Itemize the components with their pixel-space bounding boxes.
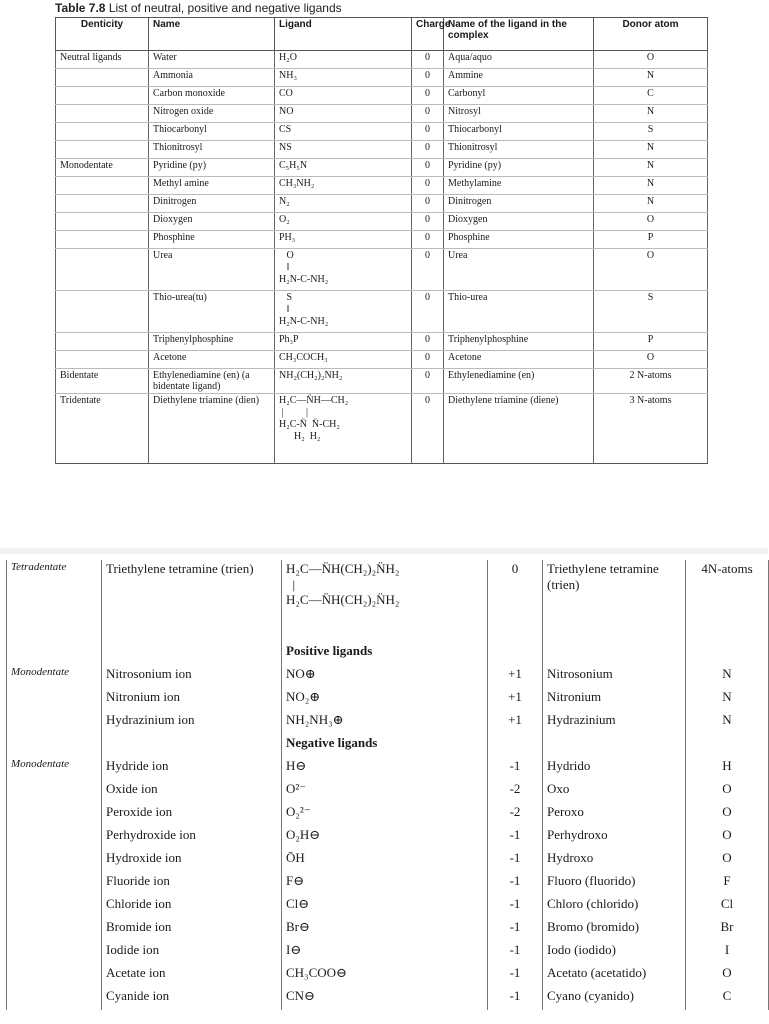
cell-cname: Cyano (cyanido) [543, 987, 686, 1010]
cell-donor: S [594, 291, 708, 333]
table-row [56, 159, 708, 177]
ligands-table-part1 [55, 17, 708, 464]
cell-donor: S [594, 123, 708, 141]
cell-lig: O₂H⊖ [282, 826, 488, 849]
cell-cname: Dinitrogen [444, 195, 594, 213]
cell-den [56, 249, 149, 291]
cell-donor: O [594, 249, 708, 291]
cell-den [56, 291, 149, 333]
cell-lig: CH₃COCH₃ [275, 351, 412, 369]
cell-cname: Iodo (iodido) [543, 941, 686, 964]
cell-chg: 0 [412, 333, 444, 351]
cell-donor: O [594, 213, 708, 231]
table-row [7, 688, 769, 711]
cell-chg: -1 [488, 987, 543, 1010]
cell-cname: Nitrosyl [444, 105, 594, 123]
cell-chg: 0 [412, 351, 444, 369]
cell-chg: -1 [488, 872, 543, 895]
cell-donor: O [686, 964, 769, 987]
table-header-row [56, 18, 708, 51]
cell-den [7, 941, 102, 964]
cell-name: Dinitrogen [149, 195, 275, 213]
cell-chg: 0 [412, 213, 444, 231]
cell-donor: 4N-atoms [686, 560, 769, 642]
cell-den [7, 987, 102, 1010]
empty-cell [488, 734, 543, 757]
cell-cname: Chloro (chlorido) [543, 895, 686, 918]
cell-lig: Cl⊖ [282, 895, 488, 918]
cell-cname: Nitronium [543, 688, 686, 711]
cell-name: Dioxygen [149, 213, 275, 231]
header-complex-name: Name of the ligand in the complex [444, 18, 594, 51]
cell-cname: Diethylene triamine (diene) [444, 394, 594, 464]
cell-name: Triethylene tetramine (trien) [102, 560, 282, 642]
table-row [7, 757, 769, 780]
table-row [7, 560, 769, 642]
cell-chg: 0 [412, 87, 444, 105]
table-row [56, 333, 708, 351]
cell-chg: -1 [488, 826, 543, 849]
cell-donor: O [686, 826, 769, 849]
table-row [7, 964, 769, 987]
cell-cname: Pyridine (py) [444, 159, 594, 177]
cell-chg: 0 [412, 369, 444, 394]
cell-donor: Cl [686, 895, 769, 918]
cell-name: Nitrogen oxide [149, 105, 275, 123]
cell-lig: C₅H₅N [275, 159, 412, 177]
cell-chg: 0 [412, 105, 444, 123]
cell-lig: CN⊖ [282, 987, 488, 1010]
cell-name: Nitronium ion [102, 688, 282, 711]
cell-lig: I⊖ [282, 941, 488, 964]
cell-name: Pyridine (py) [149, 159, 275, 177]
cell-chg: 0 [412, 69, 444, 87]
cell-den [7, 872, 102, 895]
cell-name: Urea [149, 249, 275, 291]
cell-donor: O [686, 780, 769, 803]
cell-donor: N [686, 711, 769, 734]
cell-lig: H₂O [275, 51, 412, 69]
cell-cname: Ethylenediamine (en) [444, 369, 594, 394]
cell-donor: O [686, 849, 769, 872]
cell-chg: -2 [488, 780, 543, 803]
cell-chg: 0 [412, 123, 444, 141]
cell-lig: O²⁻ [282, 780, 488, 803]
cell-lig: Ph₃P [275, 333, 412, 351]
table-row [7, 941, 769, 964]
cell-lig: O₂²⁻ [282, 803, 488, 826]
table-number: Table 7.8 [55, 1, 106, 15]
cell-donor: F [686, 872, 769, 895]
cell-den [56, 213, 149, 231]
ligands-table-part2 [6, 560, 769, 1010]
cell-cname: Thio-urea [444, 291, 594, 333]
cell-den [7, 803, 102, 826]
cell-den [56, 195, 149, 213]
cell-den: Bidentate [56, 369, 149, 394]
section-heading: Negative ligands [282, 734, 488, 757]
cell-donor: O [594, 51, 708, 69]
empty-cell [488, 642, 543, 665]
table-row [7, 711, 769, 734]
cell-lig: S ‖ H₂N-C-NH₂ [275, 291, 412, 333]
cell-lig: PH₃ [275, 231, 412, 249]
cell-den [7, 964, 102, 987]
table-caption [55, 1, 342, 15]
cell-cname: Aqua/aquo [444, 51, 594, 69]
cell-chg: -1 [488, 918, 543, 941]
cell-chg: +1 [488, 711, 543, 734]
cell-name: Phosphine [149, 231, 275, 249]
table-row [56, 195, 708, 213]
cell-lig: O₂ [275, 213, 412, 231]
cell-donor: I [686, 941, 769, 964]
cell-name: Methyl amine [149, 177, 275, 195]
table-row [56, 69, 708, 87]
cell-cname: Dioxygen [444, 213, 594, 231]
cell-chg: 0 [412, 51, 444, 69]
cell-lig: NO [275, 105, 412, 123]
cell-lig: NH₂(CH₂)₂NH₂ [275, 369, 412, 394]
cell-den [56, 333, 149, 351]
cell-lig: NH₂NH₃⊕ [282, 711, 488, 734]
cell-name: Triphenylphosphine [149, 333, 275, 351]
cell-donor: O [594, 351, 708, 369]
cell-cname: Hydrido [543, 757, 686, 780]
cell-name: Hydroxide ion [102, 849, 282, 872]
cell-name: Diethylene triamine (dien) [149, 394, 275, 464]
page-gap [0, 548, 768, 554]
cell-lig: H₂C—N̈H—CH₂ | | H₂C-N̈ N̈-CH₂ H₂ H₂ [275, 394, 412, 464]
cell-den [56, 105, 149, 123]
table-row [56, 394, 708, 464]
header-donor-atom: Donor atom [594, 18, 708, 51]
cell-donor: P [594, 333, 708, 351]
cell-cname: Urea [444, 249, 594, 291]
cell-chg: +1 [488, 688, 543, 711]
cell-den [7, 711, 102, 734]
cell-lig: ŌH [282, 849, 488, 872]
cell-den [56, 69, 149, 87]
table-row [56, 51, 708, 69]
table-row [56, 123, 708, 141]
cell-chg: 0 [412, 177, 444, 195]
cell-lig: O ‖ H₂N-C-NH₂ [275, 249, 412, 291]
section-heading-row [7, 642, 769, 665]
cell-name: Chloride ion [102, 895, 282, 918]
cell-name: Fluoride ion [102, 872, 282, 895]
cell-chg: -2 [488, 803, 543, 826]
cell-cname: Hydrazinium [543, 711, 686, 734]
cell-donor: N [594, 105, 708, 123]
header-denticity: Denticity [56, 18, 149, 51]
empty-cell [543, 642, 686, 665]
cell-cname: Hydroxo [543, 849, 686, 872]
cell-name: Perhydroxide ion [102, 826, 282, 849]
header-name: Name [149, 18, 275, 51]
cell-cname: Thiocarbonyl [444, 123, 594, 141]
cell-chg: -1 [488, 895, 543, 918]
empty-cell [686, 642, 769, 665]
cell-donor: N [594, 141, 708, 159]
cell-name: Water [149, 51, 275, 69]
cell-donor: N [594, 195, 708, 213]
cell-den [56, 87, 149, 105]
cell-den [56, 177, 149, 195]
cell-den [7, 895, 102, 918]
cell-donor: N [686, 665, 769, 688]
cell-cname: Triphenylphosphine [444, 333, 594, 351]
cell-name: Peroxide ion [102, 803, 282, 826]
cell-lig: CH₃NH₂ [275, 177, 412, 195]
cell-lig: CS [275, 123, 412, 141]
cell-den [7, 849, 102, 872]
header-charge: Charge [412, 18, 444, 51]
cell-cname: Acetato (acetatido) [543, 964, 686, 987]
cell-donor: N [594, 177, 708, 195]
cell-chg: 0 [412, 291, 444, 333]
cell-den [7, 780, 102, 803]
empty-cell [543, 734, 686, 757]
table-row [7, 665, 769, 688]
cell-chg: 0 [412, 159, 444, 177]
cell-den [56, 141, 149, 159]
table-row [56, 249, 708, 291]
table-row [56, 231, 708, 249]
table-row [56, 351, 708, 369]
cell-den: Monodentate [7, 665, 102, 688]
empty-cell [7, 734, 102, 757]
empty-cell [102, 734, 282, 757]
cell-lig: H₂C—N̈H(CH₂)₂N̈H₂ | H₂C—N̈H(CH₂)₂N̈H₂ [282, 560, 488, 642]
cell-name: Cyanide ion [102, 987, 282, 1010]
cell-donor: O [686, 803, 769, 826]
cell-chg: 0 [412, 394, 444, 464]
cell-donor: 3 N-atoms [594, 394, 708, 464]
cell-donor: N [594, 159, 708, 177]
cell-den: Monodentate [7, 757, 102, 780]
cell-chg: 0 [412, 231, 444, 249]
cell-lig: NO⊕ [282, 665, 488, 688]
cell-cname: Thionitrosyl [444, 141, 594, 159]
cell-den: Neutral ligands [56, 51, 149, 69]
table-row [56, 105, 708, 123]
empty-cell [102, 642, 282, 665]
cell-lig: CO [275, 87, 412, 105]
cell-lig: H⊖ [282, 757, 488, 780]
table-row [7, 918, 769, 941]
cell-lig: NH₃ [275, 69, 412, 87]
cell-cname: Perhydroxo [543, 826, 686, 849]
cell-cname: Methylamine [444, 177, 594, 195]
cell-den [56, 351, 149, 369]
cell-den [7, 826, 102, 849]
table-row [7, 987, 769, 1010]
table-row [56, 369, 708, 394]
cell-den: Tridentate [56, 394, 149, 464]
cell-lig: CH₃COO⊖ [282, 964, 488, 987]
cell-den [56, 123, 149, 141]
cell-cname: Triethylene tetramine (trien) [543, 560, 686, 642]
cell-name: Carbon monoxide [149, 87, 275, 105]
cell-name: Iodide ion [102, 941, 282, 964]
empty-cell [686, 734, 769, 757]
table-title: List of neutral, positive and negative ligands [108, 1, 342, 15]
cell-lig: NO₂⊕ [282, 688, 488, 711]
cell-cname: Bromo (bromido) [543, 918, 686, 941]
table-row [7, 849, 769, 872]
cell-lig: N₂ [275, 195, 412, 213]
cell-chg: 0 [488, 560, 543, 642]
cell-donor: C [686, 987, 769, 1010]
table-row [56, 141, 708, 159]
cell-name: Hydrazinium ion [102, 711, 282, 734]
cell-chg: -1 [488, 849, 543, 872]
table-row [56, 87, 708, 105]
section-heading-row [7, 734, 769, 757]
cell-lig: NS [275, 141, 412, 159]
header-ligand: Ligand [275, 18, 412, 51]
table-row [7, 780, 769, 803]
table-row [7, 826, 769, 849]
cell-donor: N [686, 688, 769, 711]
cell-cname: Carbonyl [444, 87, 594, 105]
cell-donor: Br [686, 918, 769, 941]
cell-chg: 0 [412, 249, 444, 291]
table-row [56, 177, 708, 195]
cell-name: Nitrosonium ion [102, 665, 282, 688]
cell-chg: -1 [488, 964, 543, 987]
table-row [7, 895, 769, 918]
cell-den [7, 688, 102, 711]
cell-donor: 2 N-atoms [594, 369, 708, 394]
cell-name: Thiocarbonyl [149, 123, 275, 141]
cell-chg: -1 [488, 941, 543, 964]
cell-chg: -1 [488, 757, 543, 780]
cell-den: Tetradentate [7, 560, 102, 642]
cell-cname: Ammine [444, 69, 594, 87]
cell-cname: Oxo [543, 780, 686, 803]
cell-donor: P [594, 231, 708, 249]
cell-name: Acetate ion [102, 964, 282, 987]
cell-cname: Nitrosonium [543, 665, 686, 688]
cell-name: Bromide ion [102, 918, 282, 941]
empty-cell [7, 642, 102, 665]
cell-chg: 0 [412, 195, 444, 213]
cell-chg: 0 [412, 141, 444, 159]
cell-den [7, 918, 102, 941]
cell-den [56, 231, 149, 249]
table-row [7, 803, 769, 826]
cell-lig: Br⊖ [282, 918, 488, 941]
cell-donor: C [594, 87, 708, 105]
table-row [56, 291, 708, 333]
cell-name: Oxide ion [102, 780, 282, 803]
cell-name: Hydride ion [102, 757, 282, 780]
table-row [56, 213, 708, 231]
cell-name: Ethylenediamine (en) (a bidentate ligand) [149, 369, 275, 394]
cell-cname: Peroxo [543, 803, 686, 826]
cell-cname: Phosphine [444, 231, 594, 249]
cell-cname: Fluoro (fluorido) [543, 872, 686, 895]
cell-donor: H [686, 757, 769, 780]
cell-chg: +1 [488, 665, 543, 688]
cell-name: Thionitrosyl [149, 141, 275, 159]
cell-name: Acetone [149, 351, 275, 369]
cell-lig: F⊖ [282, 872, 488, 895]
cell-donor: N [594, 69, 708, 87]
section-heading: Positive ligands [282, 642, 488, 665]
cell-name: Ammonia [149, 69, 275, 87]
table-row [7, 872, 769, 895]
cell-cname: Acetone [444, 351, 594, 369]
cell-den: Monodentate [56, 159, 149, 177]
cell-name: Thio-urea(tu) [149, 291, 275, 333]
